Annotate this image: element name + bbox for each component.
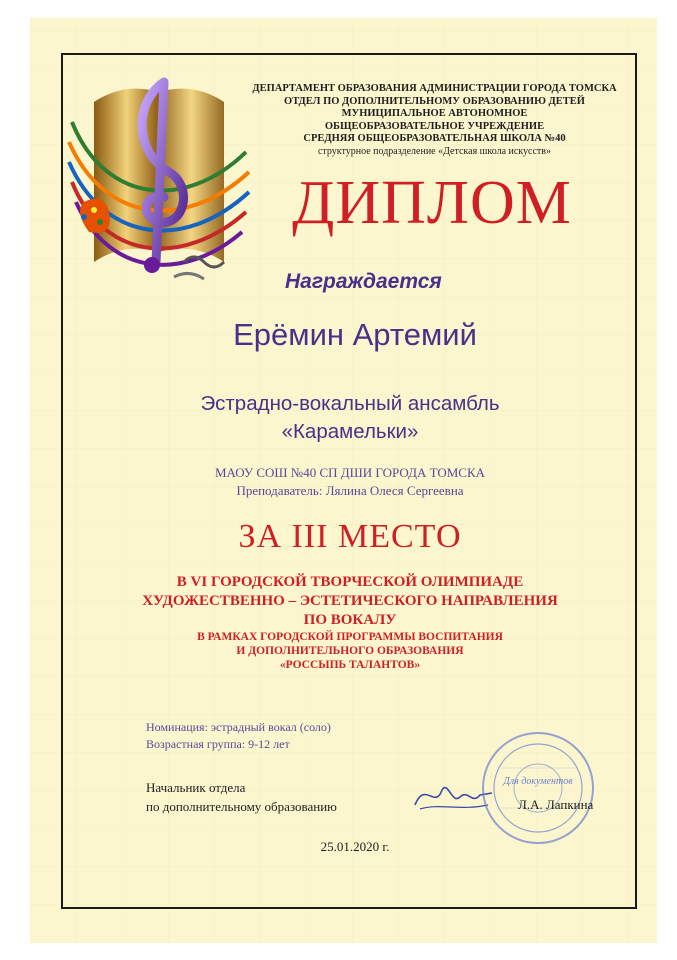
teacher-name: Преподаватель: Лялина Олеся Сергеевна: [236, 483, 464, 498]
ensemble-name: «Карамельки»: [281, 420, 419, 443]
header-subdivision: структурное подразделение «Детская школа искусств»: [317, 145, 551, 157]
header-line: МУНИЦИПАЛЬНОЕ АВТОНОМНОЕ: [341, 108, 528, 119]
signatory-title: [146, 778, 416, 816]
nomination-text: Номинация: эстрадный вокал (соло): [146, 720, 331, 734]
issuer-header: [232, 83, 637, 158]
ensemble-block: [110, 390, 590, 446]
signatory-title-line: по дополнительному образованию: [146, 799, 337, 814]
music-logo-image: [64, 62, 254, 312]
diploma-title: ДИПЛОМ: [292, 169, 572, 237]
stamp-inner-text: Для документов: [503, 776, 573, 787]
ensemble-type: Эстрадно-вокальный ансамбль: [200, 392, 500, 415]
header-line: ОТДЕЛ ПО ДОПОЛНИТЕЛЬНОМУ ОБРАЗОВАНИЮ ДЕТЕЙ: [284, 95, 585, 107]
header-line: ДЕПАРТАМЕНТ ОБРАЗОВАНИЯ АДМИНИСТРАЦИИ ГОРОДА ТОМСКА: [252, 83, 617, 94]
olympiad-line: В РАМКАХ ГОРОДСКОЙ ПРОГРАММЫ ВОСПИТАНИЯ: [197, 631, 503, 643]
recipient-name: Ерёмин Артемий: [233, 317, 477, 352]
official-stamp: [478, 728, 598, 848]
olympiad-line: И ДОПОЛНИТЕЛЬНОГО ОБРАЗОВАНИЯ: [236, 645, 464, 657]
signatory-title-line: Начальник отдела: [146, 780, 246, 795]
age-group-text: Возрастная группа: 9-12 лет: [146, 737, 290, 751]
header-line: ОБЩЕОБРАЗОВАТЕЛЬНОЕ УЧРЕЖДЕНИЕ: [324, 120, 545, 132]
signatory-name: Л.А. Лапкина: [518, 797, 594, 812]
awarded-label: Награждается: [285, 270, 442, 293]
place-award: ЗА III МЕСТО: [238, 518, 462, 555]
olympiad-line: «РОССЫПЬ ТАЛАНТОВ»: [279, 659, 421, 671]
header-line: СРЕДНЯЯ ОБЩЕОБРАЗОВАТЕЛЬНАЯ ШКОЛА №40: [303, 133, 566, 144]
olympiad-block: [80, 573, 620, 672]
school-name: МАОУ СОШ №40 СП ДШИ ГОРОДА ТОМСКА: [214, 465, 486, 480]
olympiad-line: ПО ВОКАЛУ: [303, 612, 397, 628]
issue-date: 25.01.2020 г.: [320, 839, 390, 854]
olympiad-line: ХУДОЖЕСТВЕННО – ЭСТЕТИЧЕСКОГО НАПРАВЛЕНИЯ: [142, 593, 558, 609]
school-block: [110, 464, 590, 500]
nomination-block: [146, 719, 446, 753]
olympiad-line: В VI ГОРОДСКОЙ ТВОРЧЕСКОЙ ОЛИМПИАДЕ: [176, 574, 524, 590]
